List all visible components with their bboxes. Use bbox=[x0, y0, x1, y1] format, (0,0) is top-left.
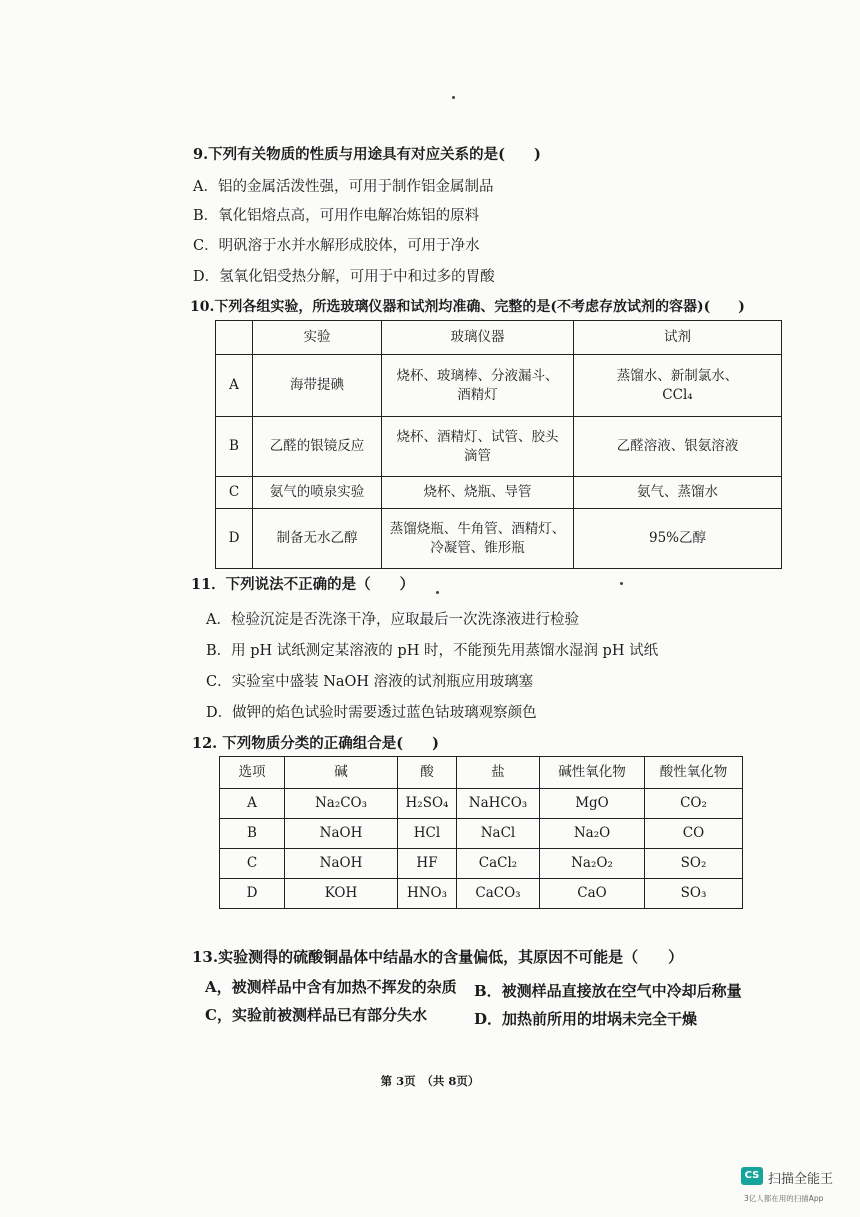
q12-stem: 12. 下列物质分类的正确组合是( ) bbox=[192, 735, 439, 752]
cell-line: CCl₄ bbox=[662, 386, 693, 403]
table-row bbox=[216, 417, 782, 477]
table-header: 酸 bbox=[398, 757, 457, 789]
table-row bbox=[220, 789, 743, 819]
table-cell: HF bbox=[398, 849, 457, 879]
table-cell: HNO₃ bbox=[398, 879, 457, 909]
table-cell: NaOH bbox=[285, 849, 398, 879]
row-label: D bbox=[216, 509, 253, 569]
cell-line: 冷凝管、锥形瓶 bbox=[430, 539, 525, 556]
table-cell: H₂SO₄ bbox=[398, 789, 457, 819]
q9-option-c: C．明矾溶于水并水解形成胶体，可用于净水 bbox=[193, 238, 480, 254]
table-cell: CO bbox=[645, 819, 743, 849]
table-header: 实验 bbox=[253, 321, 382, 355]
scan-speck bbox=[620, 582, 623, 585]
page-number: 第 3页 （共 8页） bbox=[380, 1074, 480, 1088]
cell-line: 蒸馏烧瓶、牛角管、酒精灯、 bbox=[389, 521, 566, 538]
q11-stem: 11．下列说法不正确的是（ ） bbox=[191, 576, 415, 593]
table-header bbox=[216, 321, 253, 355]
experiment-cell: 乙醛的银镜反应 bbox=[253, 417, 382, 477]
experiment-cell: 氨气的喷泉实验 bbox=[253, 477, 382, 509]
table-header: 碱 bbox=[285, 757, 398, 789]
table-cell: CaO bbox=[540, 879, 645, 909]
q13-option-d: D．加热前所用的坩埚未完全干燥 bbox=[474, 1010, 698, 1028]
glassware-cell: 烧杯、烧瓶、导管 bbox=[382, 477, 574, 509]
table-cell: Na₂CO₃ bbox=[285, 789, 398, 819]
q10-header-row bbox=[216, 321, 782, 355]
camscanner-app-name: 扫描全能王 bbox=[768, 1172, 834, 1187]
q11-option-d: D．做钾的焰色试验时需要透过蓝色钴玻璃观察颜色 bbox=[206, 705, 537, 721]
cell-line: 烧杯、玻璃棒、分液漏斗、 bbox=[396, 368, 559, 385]
table-cell: KOH bbox=[285, 879, 398, 909]
camscanner-logo-icon: CS bbox=[741, 1167, 763, 1185]
table-cell: A bbox=[220, 789, 285, 819]
table-cell: Na₂O₂ bbox=[540, 849, 645, 879]
q13-stem: 13.实验测得的硫酸铜晶体中结晶水的含量偏低，其原因不可能是（ ） bbox=[192, 948, 684, 966]
table-cell: NaHCO₃ bbox=[457, 789, 540, 819]
glassware-cell bbox=[382, 509, 574, 569]
table-cell: Na₂O bbox=[540, 819, 645, 849]
q9-option-d: D．氢氧化铝受热分解，可用于中和过多的胃酸 bbox=[193, 269, 495, 285]
row-label: A bbox=[216, 355, 253, 417]
q13-option-a: A，被测样品中含有加热不挥发的杂质 bbox=[205, 978, 457, 996]
table-header: 酸性氧化物 bbox=[645, 757, 743, 789]
reagent-cell: 乙醛溶液、银氨溶液 bbox=[574, 417, 782, 477]
q9-option-a: A．铝的金属活泼性强，可用于制作铝金属制品 bbox=[193, 179, 494, 195]
table-header: 选项 bbox=[220, 757, 285, 789]
glassware-cell bbox=[382, 417, 574, 477]
experiment-cell: 海带提碘 bbox=[253, 355, 382, 417]
q13-option-c: C，实验前被测样品已有部分失水 bbox=[205, 1006, 427, 1024]
table-row bbox=[216, 355, 782, 417]
table-header: 碱性氧化物 bbox=[540, 757, 645, 789]
table-header: 盐 bbox=[457, 757, 540, 789]
q10-table bbox=[215, 320, 782, 569]
table-cell: B bbox=[220, 819, 285, 849]
q9-option-b: B．氧化铝熔点高，可用作电解冶炼铝的原料 bbox=[193, 208, 480, 224]
glassware-cell bbox=[382, 355, 574, 417]
q11-option-b: B．用 pH 试纸测定某溶液的 pH 时，不能预先用蒸馏水湿润 pH 试纸 bbox=[206, 643, 659, 659]
table-cell: D bbox=[220, 879, 285, 909]
row-label: B bbox=[216, 417, 253, 477]
table-row bbox=[220, 879, 743, 909]
table-row bbox=[216, 477, 782, 509]
reagent-cell: 95%乙醇 bbox=[574, 509, 782, 569]
table-row bbox=[220, 849, 743, 879]
table-header: 试剂 bbox=[574, 321, 782, 355]
q9-stem: 9.下列有关物质的性质与用途具有对应关系的是( ) bbox=[193, 146, 541, 163]
table-row bbox=[216, 509, 782, 569]
experiment-cell: 制备无水乙醇 bbox=[253, 509, 382, 569]
table-cell: MgO bbox=[540, 789, 645, 819]
cell-line: 酒精灯 bbox=[457, 386, 498, 403]
cell-line: 烧杯、酒精灯、试管、胶头 bbox=[396, 429, 559, 446]
camscanner-tagline: 3亿人都在用的扫描App bbox=[744, 1194, 824, 1203]
scan-speck bbox=[452, 96, 455, 99]
q10-stem: 10.下列各组实验，所选玻璃仪器和试剂均准确、完整的是(不考虑存放试剂的容器)( ) bbox=[190, 299, 745, 315]
row-label: C bbox=[216, 477, 253, 509]
table-row bbox=[220, 819, 743, 849]
table-cell: SO₂ bbox=[645, 849, 743, 879]
q11-option-c: C．实验室中盛装 NaOH 溶液的试剂瓶应用玻璃塞 bbox=[206, 674, 534, 690]
q11-option-a: A．检验沉淀是否洗涤干净，应取最后一次洗涤液进行检验 bbox=[206, 612, 579, 628]
q13-option-b: B．被测样品直接放在空气中冷却后称量 bbox=[474, 982, 742, 1000]
table-cell: NaCl bbox=[457, 819, 540, 849]
table-header: 玻璃仪器 bbox=[382, 321, 574, 355]
q12-table bbox=[219, 756, 743, 909]
table-cell: CaCl₂ bbox=[457, 849, 540, 879]
table-cell: CaCO₃ bbox=[457, 879, 540, 909]
table-cell: NaOH bbox=[285, 819, 398, 849]
cell-line: 蒸馏水、新制氯水、 bbox=[616, 368, 739, 385]
reagent-cell: 氨气、蒸馏水 bbox=[574, 477, 782, 509]
table-cell: SO₃ bbox=[645, 879, 743, 909]
cell-line: 滴管 bbox=[464, 447, 491, 464]
table-cell: C bbox=[220, 849, 285, 879]
reagent-cell bbox=[574, 355, 782, 417]
table-cell: HCl bbox=[398, 819, 457, 849]
table-cell: CO₂ bbox=[645, 789, 743, 819]
scan-speck bbox=[436, 591, 439, 594]
q12-header-row bbox=[220, 757, 743, 789]
